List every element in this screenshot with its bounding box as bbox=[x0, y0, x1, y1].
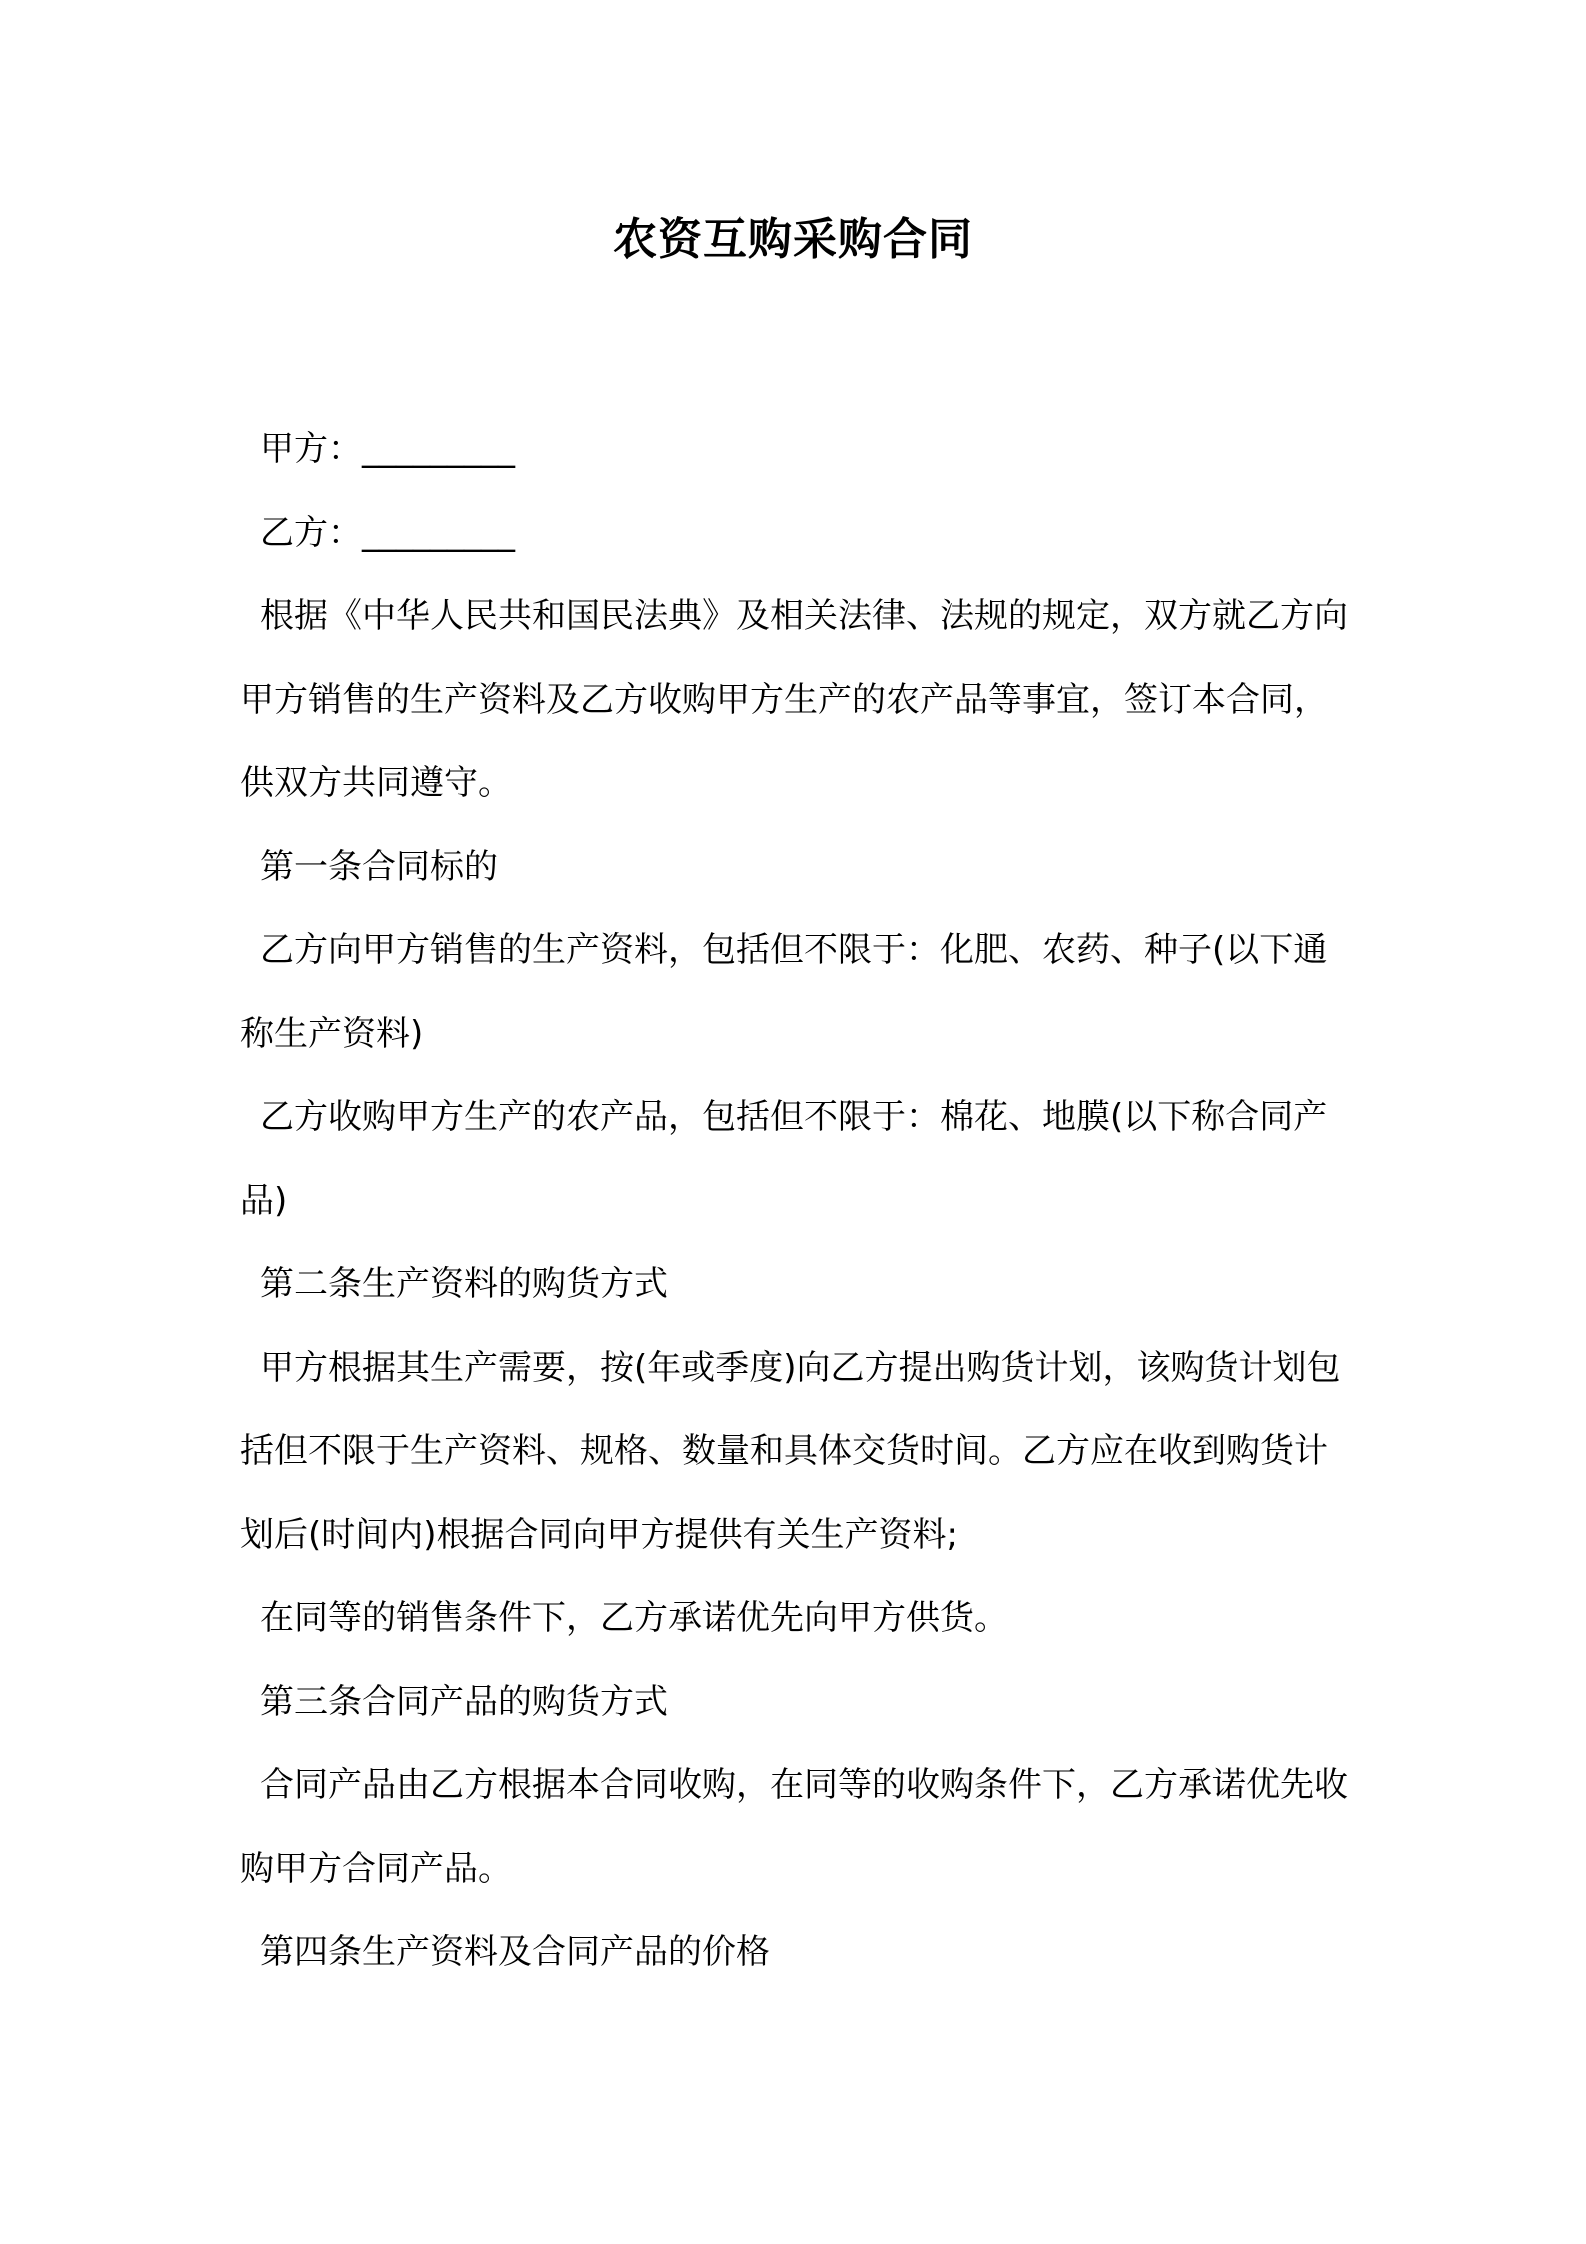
article-1-paragraph-2: 乙方收购甲方生产的农产品，包括但不限于：棉花、地膜(以下称合同产品) bbox=[240, 1097, 1328, 1221]
article-3-paragraph-1: 合同产品由乙方根据本合同收购，在同等的收购条件下，乙方承诺优先收购甲方合同产品。 bbox=[240, 1765, 1348, 1889]
document-body bbox=[240, 408, 1355, 1995]
article-2-paragraph-1: 甲方根据其生产需要，按(年或季度)向乙方提出购货计划，该购货计划包括但不限于生产资料、规格、数量和具体交货时间。乙方应在收到购货计划后(时间内)根据合同向甲方提供有关生产资料; bbox=[240, 1347, 1341, 1555]
article-4-heading: 第四条生产资料及合同产品的价格 bbox=[260, 1932, 770, 1972]
party-a-line: 甲方：_________ bbox=[260, 429, 515, 469]
preamble-paragraph: 根据《中华人民共和国民法典》及相关法律、法规的规定，双方就乙方向甲方销售的生产资料及乙方收购甲方生产的农产品等事宜，签订本合同，供双方共同遵守。 bbox=[240, 596, 1348, 803]
article-2-heading: 第二条生产资料的购货方式 bbox=[260, 1264, 668, 1304]
article-2-paragraph-2: 在同等的销售条件下，乙方承诺优先向甲方供货。 bbox=[260, 1598, 1008, 1638]
article-3-heading: 第三条合同产品的购货方式 bbox=[260, 1681, 668, 1722]
article-1-paragraph-1: 乙方向甲方销售的生产资料，包括但不限于：化肥、农药、种子(以下通称生产资料) bbox=[240, 930, 1328, 1054]
article-1-heading: 第一条合同标的 bbox=[260, 846, 498, 887]
document-title: 农资互购采购合同 bbox=[613, 214, 973, 265]
party-b-line: 乙方：_________ bbox=[260, 512, 515, 553]
